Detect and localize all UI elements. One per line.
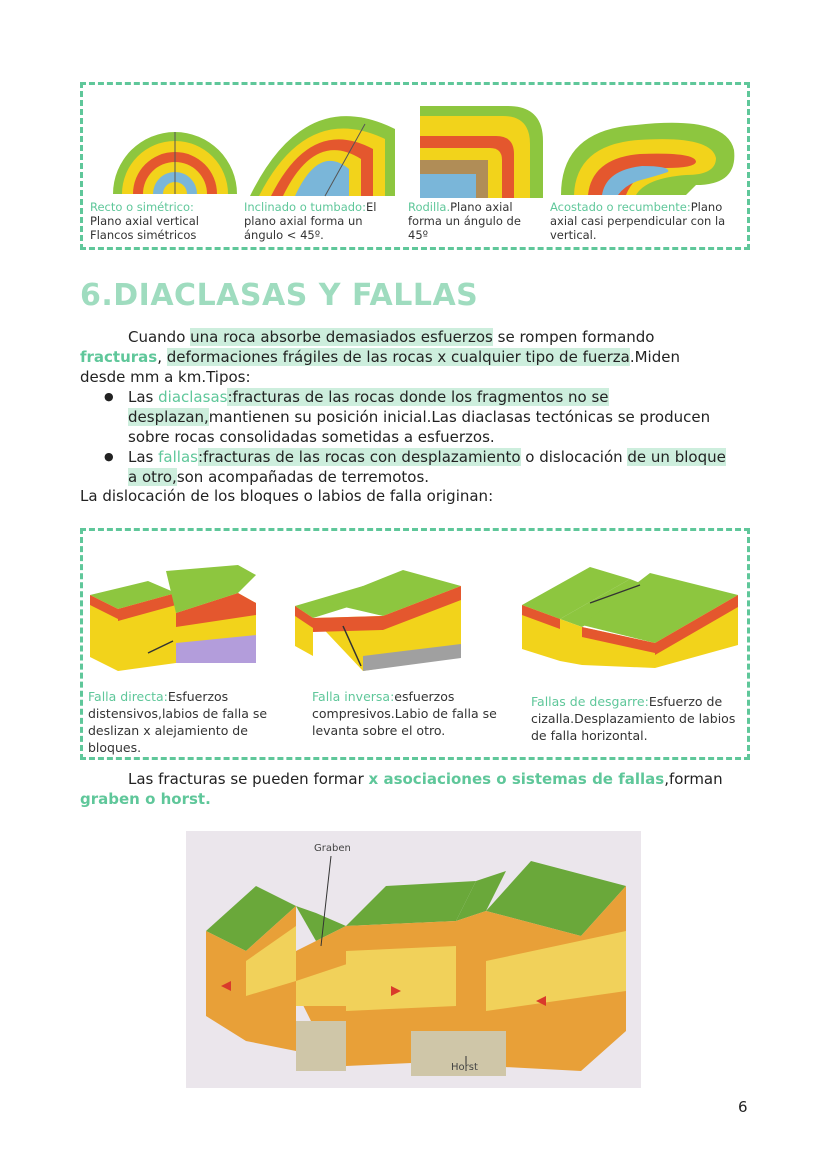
fold-recumbent-desc-3: vertical.: [550, 228, 597, 242]
fractures-text-1: Las fracturas se pueden formar: [128, 770, 369, 788]
section-title: 6.DIACLASAS Y FALLAS: [80, 278, 479, 313]
intro-text-1: Cuando: [128, 328, 191, 346]
fold-recumbent-caption: [550, 200, 745, 242]
intro-highlight-1: una roca absorbe demasiados esfuerzos: [190, 328, 493, 346]
graben-label: Graben: [314, 843, 351, 854]
normal-fault-type: Falla directa:: [88, 689, 168, 704]
fold-inclined-caption: [244, 200, 404, 242]
fractures-text-2: ,forman: [664, 770, 723, 788]
intro-text-3: ,: [157, 348, 167, 366]
intro-text-2: se rompen formando: [492, 328, 655, 346]
fold-inclined-type: Inclinado o tumbado:: [244, 200, 366, 214]
strike-slip-fault-caption: [531, 693, 741, 744]
fold-inclined-illustration: [245, 94, 405, 200]
normal-fault-desc: Esfuerzos distensivos,labios de falla se deslizan x alejamiento de bloques.: [88, 689, 268, 755]
fold-recumbent-type: Acostado o recumbente:: [550, 200, 691, 214]
fold-inclined-desc-1: El: [365, 200, 377, 214]
fold-recumbent-illustration: [556, 100, 741, 200]
fold-upright-caption: [90, 200, 240, 242]
reverse-fault-type: Falla inversa:: [312, 689, 395, 704]
graben-horst-photo: [186, 831, 641, 1088]
fold-knee-desc-3: 45º: [408, 228, 429, 242]
intro-paragraph: [80, 327, 730, 387]
reverse-fault-caption: [312, 688, 497, 739]
list-item-fallas: [80, 447, 730, 487]
after-list-text: La dislocación de los bloques o labios de falla originan:: [80, 487, 494, 505]
diaclasas-pre: Las: [128, 388, 159, 406]
fold-recumbent-desc-1: Plano: [690, 200, 723, 214]
term-fracturas: fracturas: [80, 348, 158, 366]
fold-knee-desc-2: forma un ángulo de: [408, 214, 521, 228]
fallas-highlight: :fracturas de las rocas con desplazamiento: [197, 448, 521, 466]
intro-text-4: .Miden desde mm a km.Tipos:: [80, 348, 680, 386]
list-item-diaclasas: [80, 387, 730, 447]
term-diaclasas: diaclasas: [158, 388, 228, 406]
term-fallas: fallas: [158, 448, 198, 466]
graben-horst-illustration: [186, 831, 641, 1088]
strike-slip-fault-illustration: [520, 565, 740, 670]
term-graben-horst: graben o horst.: [80, 790, 211, 808]
diaclasas-rest: mantienen su posición inicial.Las diaclasas tectónicas se producen sobre rocas consolidadas sometidas a esfuerzos.: [128, 408, 711, 446]
strike-slip-fault-desc: Esfuerzo de cizalla.Desplazamiento de labios de falla horizontal.: [531, 694, 736, 743]
intro-highlight-2: deformaciones frágiles de las rocas x cualquier tipo de fuerza: [166, 348, 630, 366]
fold-recumbent-desc-2: axial casi perpendicular con la: [550, 214, 726, 228]
normal-fault-caption: [88, 688, 288, 756]
strike-slip-fault-type: Fallas de desgarre:: [531, 694, 649, 709]
page-number: 6: [738, 1098, 748, 1116]
fold-inclined-desc-3: ángulo < 45º.: [244, 228, 324, 242]
fold-knee-caption: [408, 200, 543, 242]
fractures-paragraph: [80, 769, 730, 809]
fold-knee-desc-1: Plano axial: [450, 200, 513, 214]
types-list-block: [80, 387, 730, 487]
normal-fault-illustration: [88, 563, 258, 673]
fallas-rest: son acompañadas de terremotos.: [176, 468, 430, 486]
types-list: [80, 387, 730, 487]
fold-upright-illustration: [108, 94, 243, 200]
diaclasas-highlight: :fracturas de las rocas donde los fragmentos no se desplazan,: [128, 388, 609, 426]
fold-knee-type: Rodilla.: [408, 200, 451, 214]
fallas-mid: o dislocación: [520, 448, 628, 466]
fallas-pre: Las: [128, 448, 159, 466]
term-sistemas-de-fallas: x asociaciones o sistemas de fallas: [368, 770, 665, 788]
fold-inclined-desc-2: plano axial forma un: [244, 214, 363, 228]
reverse-fault-illustration: [293, 566, 463, 676]
fallas-highlight-2: de un bloque a otro,: [128, 448, 726, 486]
fold-knee-illustration: [418, 96, 548, 200]
reverse-fault-desc: esfuerzos compresivos.Labio de falla se levanta sobre el otro.: [312, 689, 497, 738]
fold-upright-desc-2: Flancos simétricos: [90, 228, 197, 242]
fold-upright-desc-1: Plano axial vertical: [90, 214, 199, 228]
horst-label: Horst: [451, 1062, 478, 1073]
fold-upright-type: Recto o simétrico:: [90, 200, 194, 214]
